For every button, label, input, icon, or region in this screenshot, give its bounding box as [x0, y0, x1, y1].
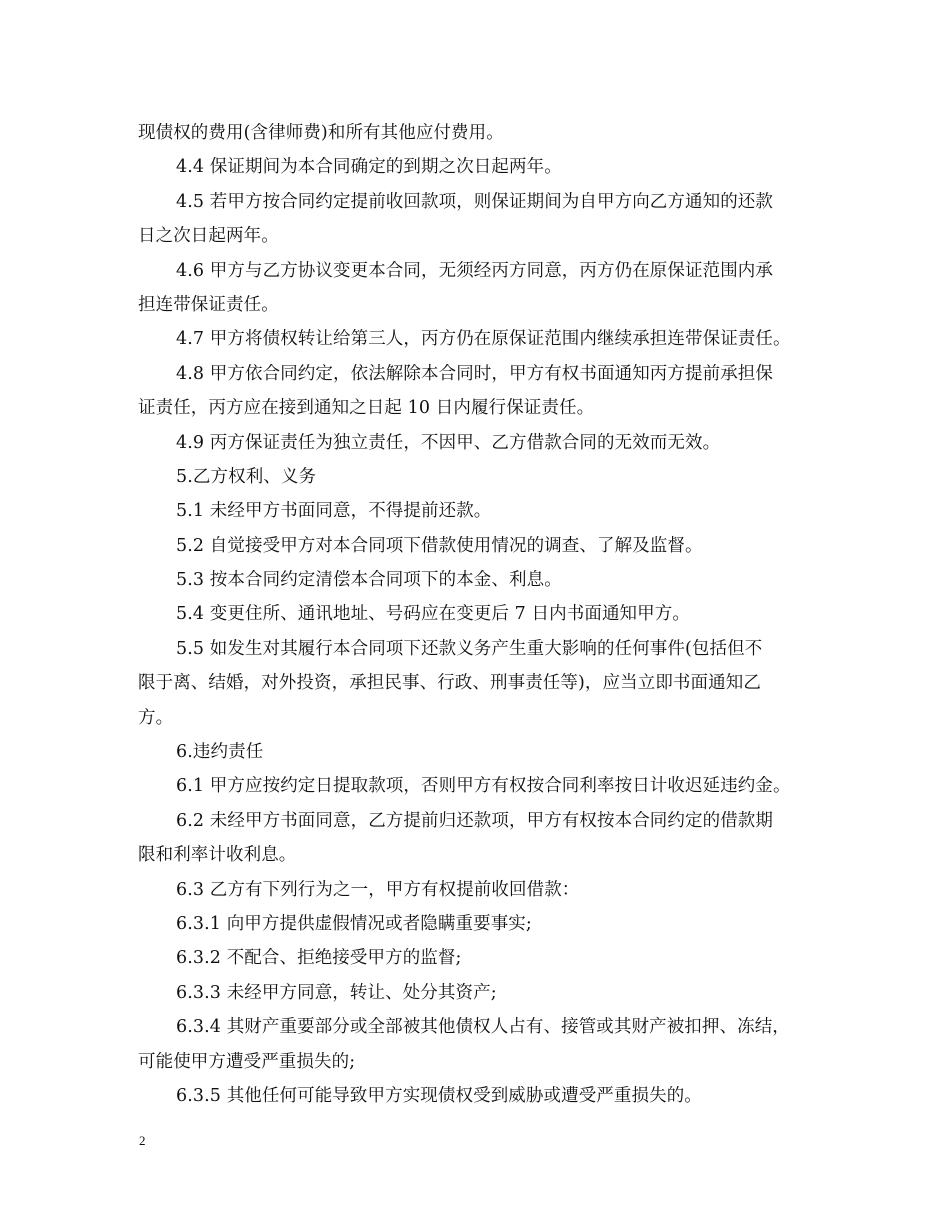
text-line: 限和利率计收利息。: [138, 845, 297, 866]
text-line: 4.7 甲方将债权转让给第三人，丙方仍在原保证范围内继续承担连带保证责任。: [176, 329, 791, 350]
text-line: 4.5 若甲方按合同约定提前收回款项，则保证期间为自甲方向乙方通知的还款: [176, 191, 773, 212]
text-line: 6.3.1 向甲方提供虚假情况或者隐瞒重要事实;: [176, 913, 532, 934]
text-line: 可能使甲方遭受严重损失的;: [138, 1051, 356, 1072]
text-line: 6.2 未经甲方书面同意，乙方提前归还款项，甲方有权按本合同约定的借款期: [176, 810, 773, 831]
text-line: 4.9 丙方保证责任为独立责任，不因甲、乙方借款合同的无效而无效。: [176, 432, 721, 453]
text-line: 4.4 保证期间为本合同确定的到期之次日起两年。: [176, 157, 562, 178]
section-heading: 6.违约责任: [176, 742, 264, 763]
section-heading: 5.乙方权利、义务: [176, 466, 317, 487]
text-line: 5.4 变更住所、通讯地址、号码应在变更后 7 日内书面通知甲方。: [176, 604, 690, 625]
text-line: 日之次日起两年。: [138, 226, 279, 247]
text-line: 担连带保证责任。: [138, 294, 279, 315]
text-line: 限于离、结婚，对外投资，承担民事、行政、刑事责任等)，应当立即书面通知乙: [138, 673, 761, 694]
text-line: 6.1 甲方应按约定日提取款项，否则甲方有权按合同利率按日计收迟延违约金。: [176, 776, 791, 797]
document-body: [138, 116, 828, 1113]
text-line: 5.1 未经甲方书面同意，不得提前还款。: [176, 501, 492, 522]
text-line: 5.5 如发生对其履行本合同项下还款义务产生重大影响的任何事件(包括但不: [176, 638, 763, 659]
text-line: 方。: [138, 707, 174, 728]
text-line: 6.3.2 不配合、拒绝接受甲方的监督;: [176, 948, 462, 969]
text-line: 5.3 按本合同约定清偿本合同项下的本金、利息。: [176, 570, 562, 591]
text-line: 4.6 甲方与乙方协议变更本合同，无须经丙方同意，丙方仍在原保证范围内承: [176, 260, 773, 281]
text-line: 现债权的费用(含律师费)和所有其他应付费用。: [138, 123, 504, 143]
text-line: 6.3 乙方有下列行为之一，甲方有权提前收回借款：: [176, 879, 580, 900]
text-line: 6.3.3 未经甲方同意，转让、处分其资产;: [176, 982, 497, 1003]
text-line: 6.3.5 其他任何可能导致甲方实现债权受到威胁或遭受严重损失的。: [176, 1085, 702, 1106]
text-line: 4.8 甲方依合同约定，依法解除本合同时，甲方有权书面通知丙方提前承担保: [176, 363, 773, 384]
text-line: 证责任，丙方应在接到通知之日起 10 日内履行保证责任。: [138, 398, 595, 419]
text-line: 6.3.4 其财产重要部分或全部被其他债权人占有、接管或其财产被扣押、冻结，: [176, 1017, 790, 1038]
text-line: 5.2 自觉接受甲方对本合同项下借款使用情况的调查、了解及监督。: [176, 535, 703, 556]
page-number: 2: [139, 1133, 146, 1148]
